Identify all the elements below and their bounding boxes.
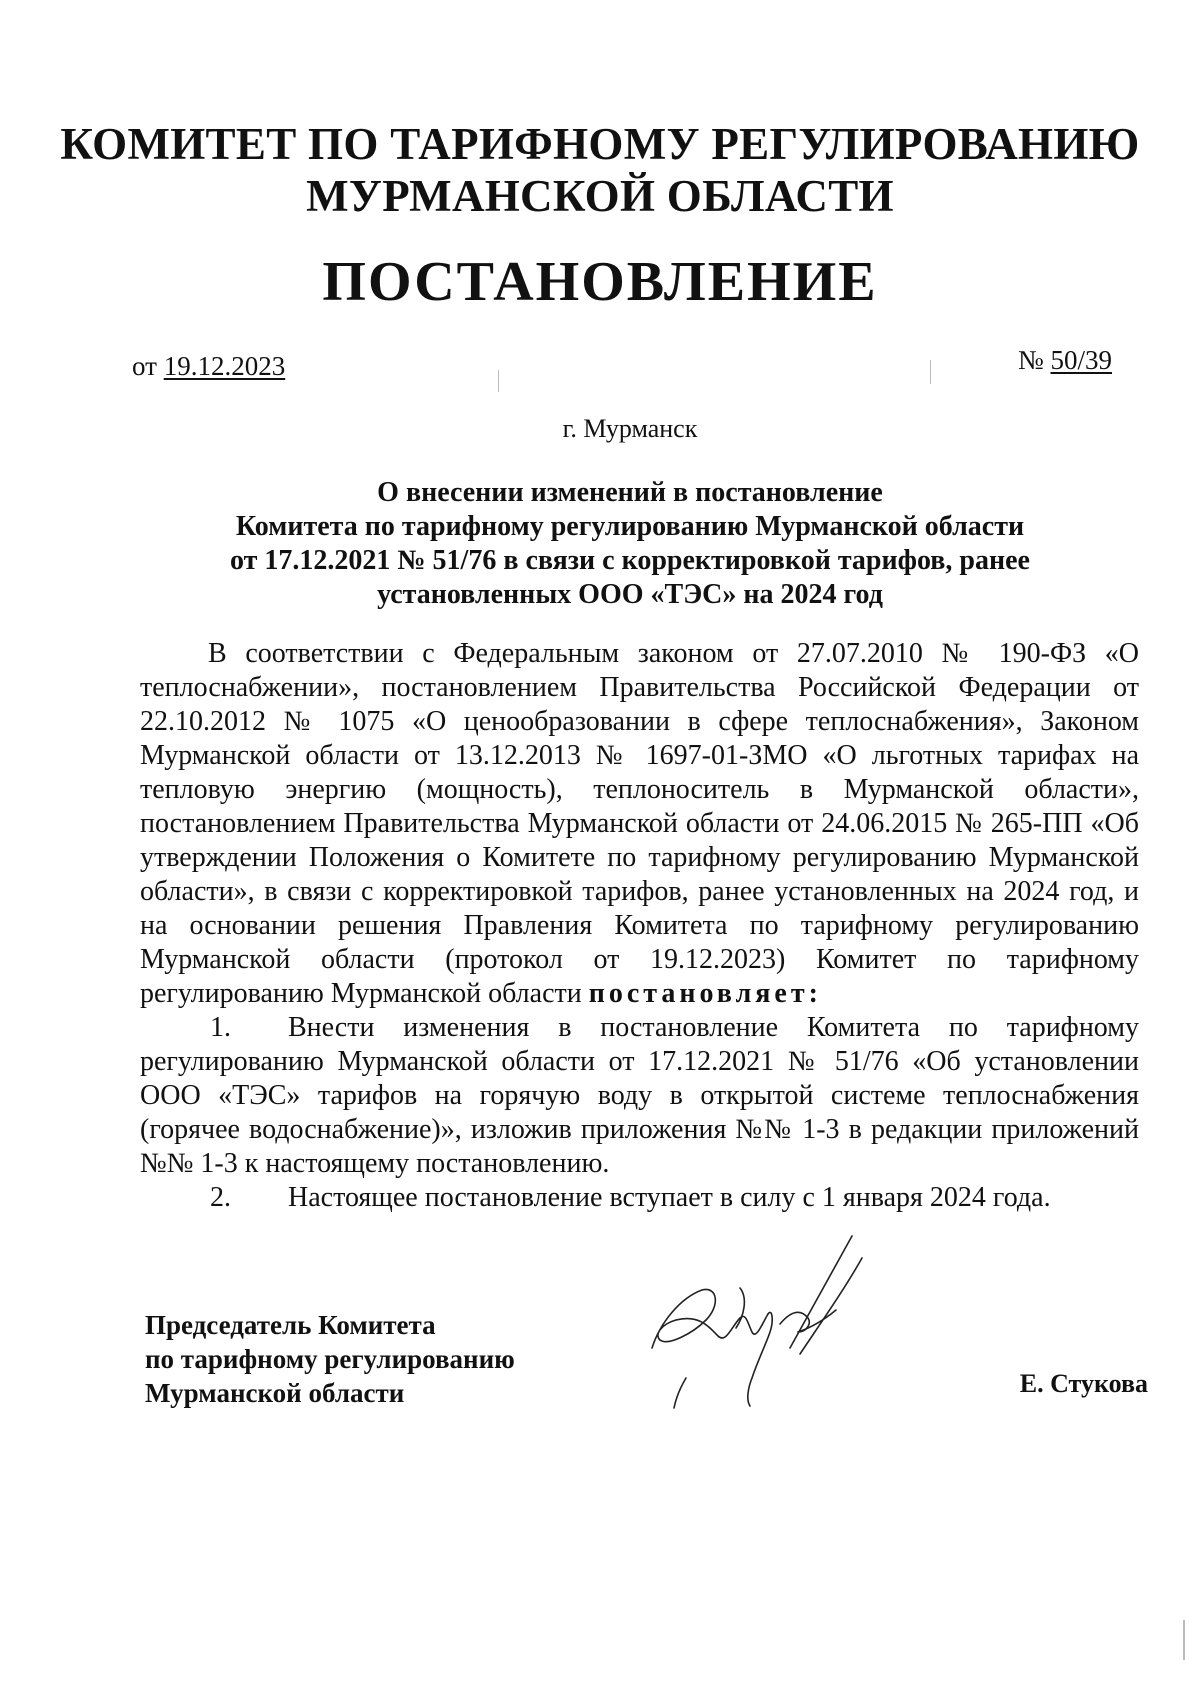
scan-speck [930, 360, 931, 384]
committee-title-line1: КОМИТЕТ ПО ТАРИФНОМУ РЕГУЛИРОВАНИЮ [60, 119, 1140, 169]
subject-line-2: Комитета по тарифному регулированию Мурманской области [235, 511, 1025, 542]
subject-line-1: О внесении изменений в постановление [377, 477, 883, 508]
item-text: Внести изменения в постановление Комитета по тарифному регулированию Мурманской области от 17.12.2021 № 51/76 «Об установлении ООО «ТЭС» тарифов на горячую воду в открытой системе теплоснабжения (горячее водоснабжение)», изложив приложения №№ 1-3 в редакции приложений №№ 1-3 к настоящему постановлению. [140, 1012, 1139, 1179]
position-line-2: по тарифному регулированию [145, 1344, 515, 1374]
item-number: 2. [210, 1182, 231, 1213]
item-number: 1. [210, 1012, 231, 1043]
signatory-position [145, 1308, 515, 1410]
resolves-word: постановляет: [588, 978, 822, 1009]
scan-speck [498, 370, 499, 392]
document-number [1018, 344, 1112, 376]
handwritten-signature [640, 1228, 870, 1428]
subject-heading [150, 476, 1110, 612]
preamble-paragraph [140, 637, 1139, 1011]
subject-line-3: от 17.12.2021 № 51/76 в связи с корректировкой тарифов, ранее [230, 545, 1030, 576]
subject-line-4: установленных ООО «ТЭС» на 2024 год [377, 579, 883, 610]
number-prefix: № [1017, 345, 1044, 375]
item-text: Настоящее постановление вступает в силу с 1 января 2024 года. [288, 1182, 1051, 1213]
signer-name: Е. Стукова [1019, 1369, 1148, 1398]
committee-title-line2: МУРМАНСКОЙ ОБЛАСТИ [306, 171, 894, 221]
list-item [140, 1181, 1139, 1215]
document-type-heading: ПОСТАНОВЛЕНИЕ [322, 251, 878, 313]
number-value: 50/39 [1050, 345, 1112, 375]
committee-title [0, 118, 1200, 222]
body-text [140, 637, 1139, 1215]
scan-speck [1183, 1620, 1185, 1660]
date-value: 19.12.2023 [163, 351, 286, 381]
date-prefix: от [132, 351, 157, 381]
position-line-1: Председатель Комитета [145, 1310, 436, 1340]
preamble-text: В соответствии с Федеральным законом от 27.07.2010 № 190-ФЗ «О теплоснабжении», постановлением Правительства Российской Федерации от 22.10.2012 № 1075 «О ценообразовании в сфере теплоснабжения», Законом Мурманской области от 13.12.2013 № 1697-01-ЗМО «О льготных тарифах на тепловую энергию (мощность), теплоноситель в Мурманской области», постановлением Правительства Мурманской области от 24.06.2015 № 265-ПП «Об утверждении Положения о Комитете по тарифному регулированию Мурманской области», в связи с корректировкой тарифов, ранее установленных на 2024 год, и на основании решения Правления Комитета по тарифному регулированию Мурманской области (протокол от 19.12.2023) Комитет по тарифному регулированию Мурманской области [140, 638, 1139, 1009]
list-item [140, 1011, 1139, 1181]
position-line-3: Мурманской области [145, 1378, 405, 1408]
document-date [132, 350, 285, 382]
city-line: г. Мурманск [562, 414, 698, 443]
